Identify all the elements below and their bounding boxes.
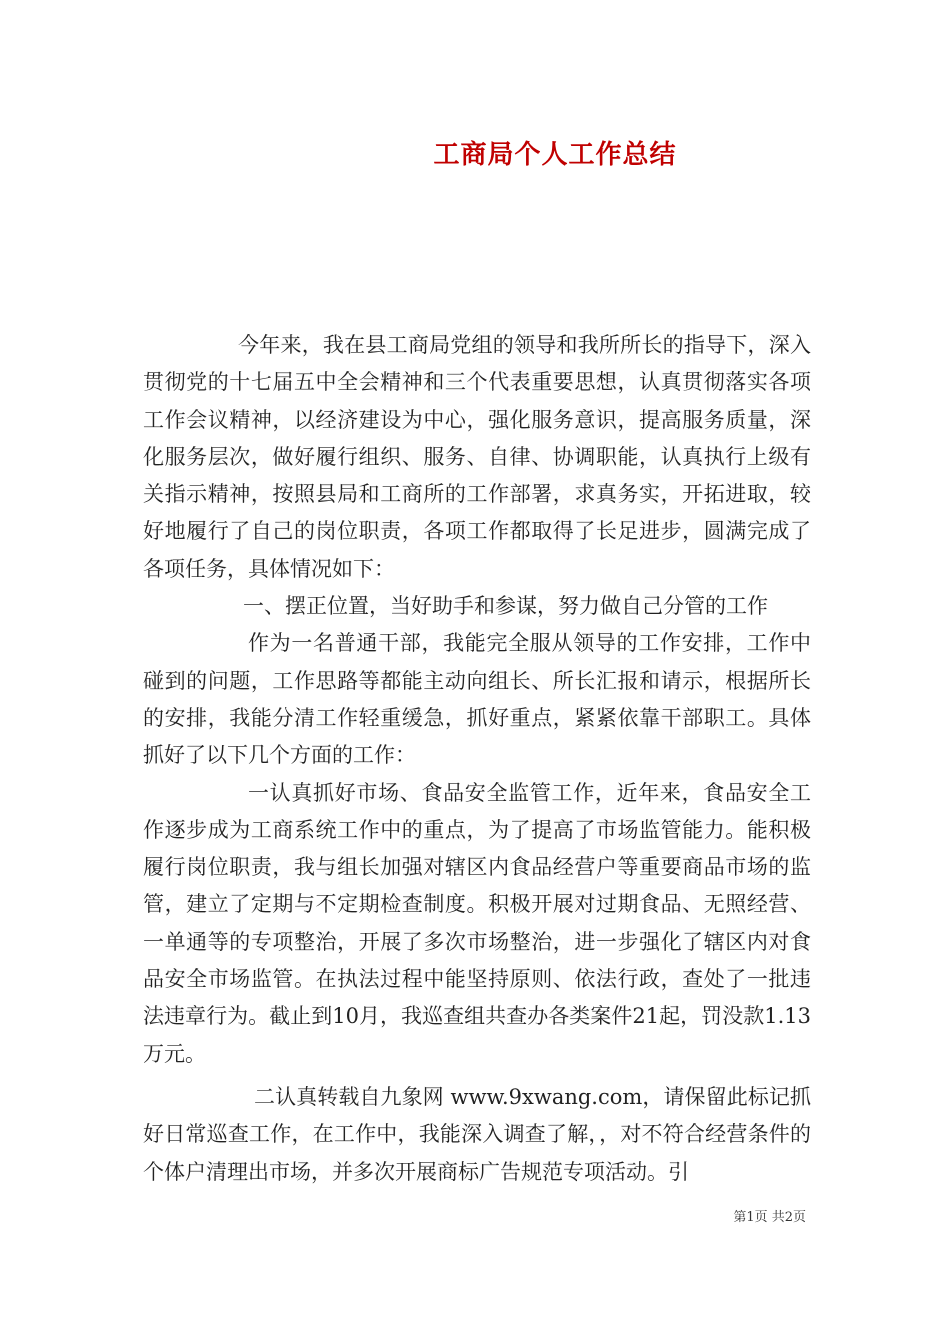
page-number-footer: 第1页 共2页 (733, 1210, 806, 1225)
paragraph-intro: 今年来，我在县工商局党组的领导和我所所长的指导下，深入贯彻党的十七届五中全会精神和三个代表重要思想，认真贯彻落实各项工作会议精神，以经济建设为中心，强化服务意识，提高服务质量，深化服务层次，做好履行组织、服务、自律、协调职能，认真执行上级有关指示精神，按照县局和工商所的工作部署，求真务实，开拓进取，较好地履行了自己的岗位职责，各项工作都取得了长足进步，圆满完成了各项任务，具体情况如下： (143, 333, 811, 581)
paragraph-patrol: 二认真转载自九象网 www.9xwang.com，请保留此标记抓好日常巡查工作，在工作中，我能深入调查了解，，对不符合经营条件的个体户清理出市场，并多次开展商标广告规范专项活动。引 (143, 1084, 811, 1184)
paragraph-role: 作为一名普通干部，我能完全服从领导的工作安排，工作中碰到的问题，工作思路等都能主动向组长、所长汇报和请示，根据所长的安排，我能分清工作轻重缓急，抓好重点，紧紧依靠干部职工。具体抓好了以下几个方面的工作： (143, 631, 811, 768)
paragraph-food-safety: 一认真抓好市场、食品安全监管工作，近年来，食品安全工作逐步成为工商系统工作中的重点，为了提高了市场监管能力。能积极履行岗位职责，我与组长加强对辖区内食品经营户等重要商品市场的监管，建立了定期与不定期检查制度。积极开展对过期食品、无照经营、一单通等的专项整治，开展了多次市场整治，进一步强化了辖区内对食品安全市场监管。在执法过程中能坚持原则、依法行政，查处了一批违法违章行为。截止到10月，我巡查组共查办各类案件21起，罚没款1.13万元。 (143, 780, 811, 1066)
document-body (143, 327, 811, 1191)
paragraph-section-heading: 一、摆正位置，当好助手和参谋，努力做自己分管的工作 (243, 594, 768, 619)
document-title: 工商局个人工作总结 (433, 140, 677, 170)
